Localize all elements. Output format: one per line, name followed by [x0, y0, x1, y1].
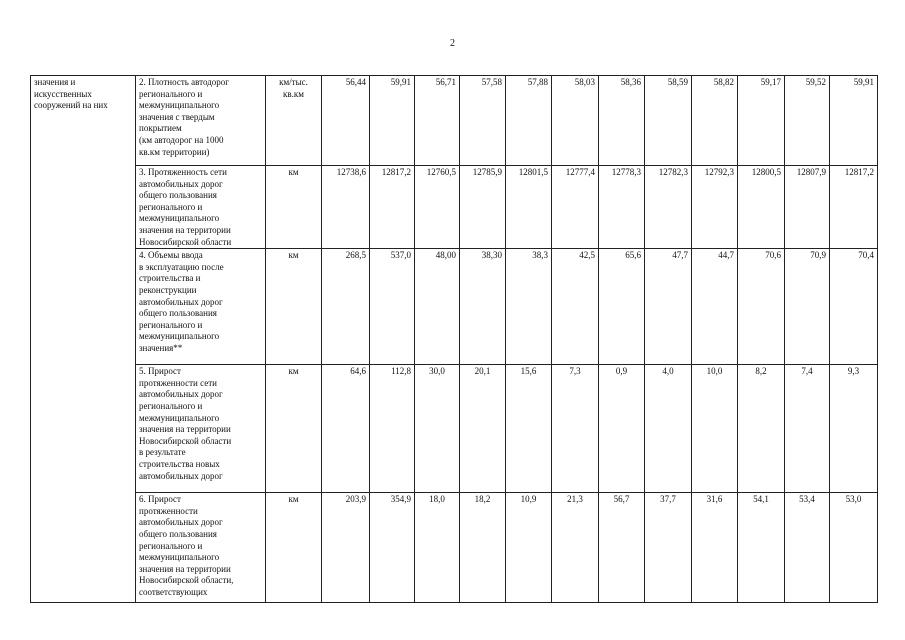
value-cell: 12817,2: [370, 166, 415, 249]
value-cell: 12801,5: [506, 166, 552, 249]
indicator-name-line: 5. Прирост: [139, 366, 181, 377]
value-cell: 12782,3: [645, 166, 692, 249]
value-cell: 7,4: [785, 365, 830, 493]
value-cell: 537,0: [370, 249, 415, 365]
value-cell: 112,8: [370, 365, 415, 493]
indicator-name-line: общего пользования: [139, 308, 217, 319]
value-cell: 44,7: [692, 249, 738, 365]
value-cell: 54,1: [738, 493, 785, 603]
value-cell: 10,0: [692, 365, 738, 493]
value-cell: 56,71: [415, 76, 460, 166]
value-cell: 268,5: [322, 249, 370, 365]
value-cell: 12778,3: [599, 166, 645, 249]
value-cell: 354,9: [370, 493, 415, 603]
indicator-name-line: в результате: [139, 447, 186, 458]
indicator-name-line: покрытием: [139, 123, 182, 134]
value-cell: 12785,9: [460, 166, 506, 249]
value-cell: 9,3: [830, 365, 878, 493]
group-label-line: искусственных: [34, 88, 92, 99]
value-cell: 18,0: [415, 493, 460, 603]
value-cell: 70,9: [785, 249, 830, 365]
unit-cell: [266, 166, 322, 249]
indicator-name-line: значения на территории: [139, 563, 231, 574]
value-cell: 58,59: [645, 76, 692, 166]
indicator-name-line: значения с твердым: [139, 111, 215, 122]
indicator-name-cell: [136, 166, 266, 249]
value-cell: 58,03: [552, 76, 599, 166]
indicator-name-line: межмуниципального: [139, 412, 220, 423]
indicator-name-cell: [136, 365, 266, 493]
indicator-name-line: значения на территории: [139, 224, 231, 235]
indicator-name-line: значения**: [139, 342, 183, 353]
value-cell: 8,2: [738, 365, 785, 493]
indicator-name-cell: [136, 76, 266, 166]
table-row: [31, 493, 878, 603]
value-cell: 59,91: [830, 76, 878, 166]
value-cell: 12817,2: [830, 166, 878, 249]
indicator-name-line: межмуниципального: [139, 331, 220, 342]
table-body: [31, 76, 878, 603]
value-cell: 38,30: [460, 249, 506, 365]
indicator-name-line: регионального и: [139, 319, 203, 330]
group-label-cell: [31, 76, 136, 603]
indicator-name-line: 4. Объемы ввода: [139, 250, 203, 261]
value-cell: 18,2: [460, 493, 506, 603]
value-cell: 38,3: [506, 249, 552, 365]
indicator-name-cell: [136, 493, 266, 603]
value-cell: 70,4: [830, 249, 878, 365]
indicator-name-line: протяженности: [139, 505, 198, 516]
value-cell: 64,6: [322, 365, 370, 493]
value-cell: 12760,5: [415, 166, 460, 249]
value-cell: 12738,6: [322, 166, 370, 249]
value-cell: 12807,9: [785, 166, 830, 249]
unit-cell: [266, 76, 322, 166]
indicator-name-line: Новосибирской области: [139, 236, 232, 247]
table-row: [31, 249, 878, 365]
value-cell: 30,0: [415, 365, 460, 493]
unit-cell: [266, 249, 322, 365]
value-cell: 59,91: [370, 76, 415, 166]
indicator-name-line: автомобильных дорог: [139, 178, 223, 189]
value-cell: 57,88: [506, 76, 552, 166]
unit-line: км: [288, 366, 299, 377]
value-cell: 37,7: [645, 493, 692, 603]
indicator-name-line: протяженности сети: [139, 377, 217, 388]
value-cell: 53,0: [830, 493, 878, 603]
indicator-name-line: Новосибирской области,: [139, 575, 234, 586]
indicator-name-line: соответствующих: [139, 586, 208, 597]
indicator-name-line: автомобильных дорог: [139, 389, 223, 400]
indicator-name-line: регионального и: [139, 201, 203, 212]
table-row: [31, 166, 878, 249]
indicator-name-line: (км автодорог на 1000: [139, 134, 224, 145]
value-cell: 31,6: [692, 493, 738, 603]
indicator-name-line: в эксплуатацию после: [139, 261, 224, 272]
indicator-name-line: регионального и: [139, 400, 203, 411]
unit-line: км: [288, 250, 299, 261]
indicator-name-line: общего пользования: [139, 528, 217, 539]
indicator-name-line: значения на территории: [139, 424, 231, 435]
value-cell: 42,5: [552, 249, 599, 365]
indicator-name-line: 6. Прирост: [139, 494, 181, 505]
indicator-name-line: автомобильных дорог: [139, 470, 223, 481]
value-cell: 12777,4: [552, 166, 599, 249]
value-cell: 4,0: [645, 365, 692, 493]
value-cell: 59,52: [785, 76, 830, 166]
table-row: [31, 365, 878, 493]
value-cell: 53,4: [785, 493, 830, 603]
indicators-table: [30, 75, 878, 603]
indicator-name-line: 3. Протяженность сети: [139, 167, 227, 177]
indicator-name-line: реконструкции: [139, 284, 197, 295]
value-cell: 48,00: [415, 249, 460, 365]
indicator-name-line: межмуниципального: [139, 213, 220, 224]
indicator-name-line: межмуниципального: [139, 552, 220, 563]
value-cell: 57,58: [460, 76, 506, 166]
unit-line: км: [288, 494, 299, 505]
indicator-name-line: строительства новых: [139, 458, 220, 469]
value-cell: 58,82: [692, 76, 738, 166]
value-cell: 56,7: [599, 493, 645, 603]
indicator-name-line: автомобильных дорог: [139, 517, 223, 528]
group-label-line: сооружений на них: [34, 100, 108, 111]
value-cell: 12792,3: [692, 166, 738, 249]
value-cell: 203,9: [322, 493, 370, 603]
indicator-name-line: общего пользования: [139, 190, 217, 201]
unit-line: км: [288, 167, 299, 177]
unit-cell: [266, 365, 322, 493]
value-cell: 56,44: [322, 76, 370, 166]
unit-line: кв.км: [283, 88, 304, 99]
indicator-name-line: кв.км территории): [139, 146, 210, 157]
indicator-name-cell: [136, 249, 266, 365]
value-cell: 7,3: [552, 365, 599, 493]
value-cell: 70,6: [738, 249, 785, 365]
indicator-name-line: 2. Плотность автодорог: [139, 77, 229, 87]
unit-line: км/тыс.: [279, 77, 308, 87]
indicator-name-line: межмуниципального: [139, 100, 220, 111]
indicator-name-line: автомобильных дорог: [139, 296, 223, 307]
value-cell: 10,9: [506, 493, 552, 603]
page-number: 2: [450, 38, 455, 49]
group-label-line: значения и: [34, 77, 76, 87]
value-cell: 47,7: [645, 249, 692, 365]
indicator-name-line: строительства и: [139, 273, 201, 284]
indicator-name-line: Новосибирской области: [139, 435, 232, 446]
value-cell: 58,36: [599, 76, 645, 166]
value-cell: 0,9: [599, 365, 645, 493]
table-row: [31, 76, 878, 166]
value-cell: 21,3: [552, 493, 599, 603]
value-cell: 15,6: [506, 365, 552, 493]
value-cell: 12800,5: [738, 166, 785, 249]
unit-cell: [266, 493, 322, 603]
indicator-name-line: регионального и: [139, 88, 203, 99]
value-cell: 65,6: [599, 249, 645, 365]
indicator-name-line: регионального и: [139, 540, 203, 551]
value-cell: 20,1: [460, 365, 506, 493]
value-cell: 59,17: [738, 76, 785, 166]
